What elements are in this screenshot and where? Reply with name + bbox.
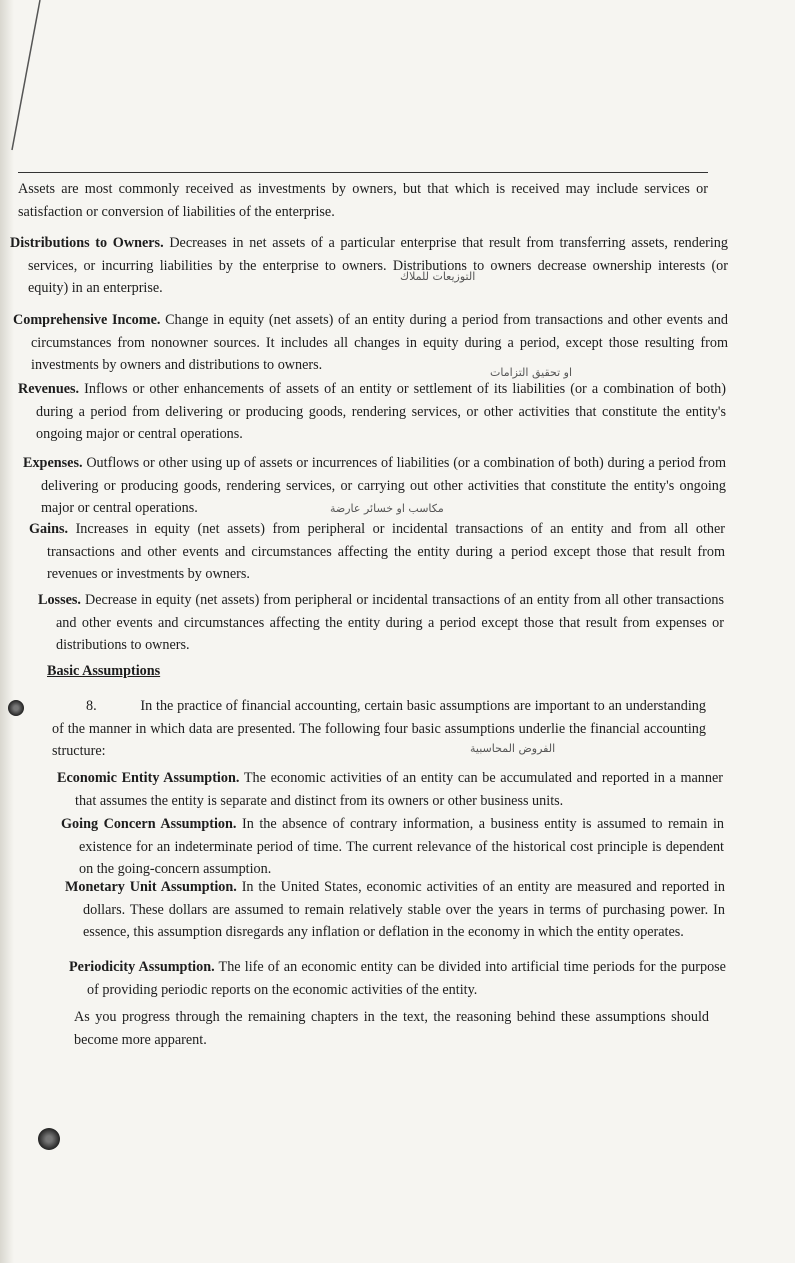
- definition-gains: [29, 518, 725, 586]
- assumption-text: In the absence of contrary information, a business entity is assumed to remain in existence for an indeterminate period of time. The current relevance of the historical cost principle is dependent on the going-concern assumption.: [79, 816, 724, 877]
- hole-punch-mark: [38, 1128, 60, 1150]
- assumption-economic-entity: [57, 767, 723, 812]
- definition-term: Comprehensive Income.: [13, 312, 161, 328]
- basic-assumptions-heading: Basic Assumptions: [47, 663, 161, 679]
- page-edge: [0, 0, 14, 1263]
- definition-term: Revenues.: [18, 381, 80, 397]
- definition-text: Inflows or other enhancements of assets of an entity or settlement of its liabilities (or a combination of both) during a period from delivering or producing goods, rendering services, or other activities that constitute the entity's ongoing major or central operations.: [36, 381, 726, 442]
- definition-revenues: [18, 378, 726, 446]
- assumption-monetary-unit: [65, 876, 725, 944]
- definition-term: Expenses.: [23, 455, 83, 471]
- handwritten-note: مكاسب او خسائر عارضة: [330, 502, 444, 515]
- definition-term: Losses.: [38, 592, 81, 608]
- assumption-going-concern: [61, 813, 724, 881]
- definition-losses: [38, 589, 724, 657]
- paragraph-8: [52, 695, 706, 763]
- assumption-text: The economic activities of an entity can be accumulated and reported in a manner that assumes the entity is separate and distinct from its owners or other business units.: [75, 770, 723, 809]
- assumption-term: Economic Entity Assumption.: [57, 770, 240, 786]
- closing-text: As you progress through the remaining chapters in the text, the reasoning behind these assumptions should become more apparent.: [74, 1009, 709, 1048]
- assumption-term: Going Concern Assumption.: [61, 816, 237, 832]
- assumption-term: Monetary Unit Assumption.: [65, 879, 237, 895]
- definition-term: Distributions to Owners.: [10, 235, 164, 251]
- definition-text: Change in equity (net assets) of an entity during a period from transactions and other events and circumstances from nonowner sources. It includes all changes in equity during a period, except those resulting from investments by owners and distributions to owners.: [31, 312, 728, 373]
- definition-text: Increases in equity (net assets) from peripheral or incidental transactions of an entity and from all other transactions and other events and circumstances affecting the entity during a period except those that result from revenues or investments by owners.: [47, 521, 725, 582]
- handwritten-note: الفروض المحاسبية: [470, 742, 556, 755]
- assumption-term: Periodicity Assumption.: [69, 959, 215, 975]
- handwritten-note: او تحقيق التزامات: [490, 366, 573, 379]
- hole-punch-mark: [8, 700, 24, 716]
- definition-term: Gains.: [29, 521, 69, 537]
- intro-text: Assets are most commonly received as investments by owners, but that which is received may include services or satisfaction or conversion of liabilities of the enterprise.: [18, 181, 708, 220]
- assumption-text: In the United States, economic activities of an entity are measured and reported in dollars. These dollars are assumed to remain relatively stable over the years in terms of purchasing power. In essence, this assumption disregards any inflation or deflation in the economy in which the entity operates.: [83, 879, 725, 940]
- definition-distributions: [10, 232, 728, 300]
- handwritten-note: التوزيعات للملاك: [400, 270, 476, 283]
- definition-text: Decreases in net assets of a particular enterprise that result from transferring assets, rendering services, or incurring liabilities by the enterprise to owners. Distributions to owners decrease ownership interests (or equity) in an enterprise.: [28, 235, 728, 296]
- paragraph-8-text: In the practice of financial accounting, certain basic assumptions are important to an understanding of the manner in which data are presented. The following four basic assumptions underlie the financial accounting structure:: [52, 698, 706, 759]
- definition-comprehensive-income: [13, 309, 728, 377]
- paragraph-number: 8.: [86, 698, 97, 714]
- top-rule: [18, 172, 708, 173]
- definition-text: Outflows or other using up of assets or incurrences of liabilities (or a combination of both) during a period from delivering or producing goods, rendering services, or carrying out other activities that constitute the entity's ongoing major or central operations.: [41, 455, 727, 516]
- assumption-periodicity: [69, 956, 726, 1001]
- assumption-text: The life of an economic entity can be divided into artificial time periods for the purpose of providing periodic reports on the economic activities of the entity.: [87, 959, 726, 998]
- corner-pen-line: [0, 0, 60, 160]
- closing-paragraph: [74, 1006, 709, 1051]
- definition-text: Decrease in equity (net assets) from peripheral or incidental transactions of an entity from all other transactions and other events and circumstances affecting the entity during a period except those that result from expenses or distributions to owners.: [56, 592, 725, 653]
- intro-paragraph: [18, 178, 708, 223]
